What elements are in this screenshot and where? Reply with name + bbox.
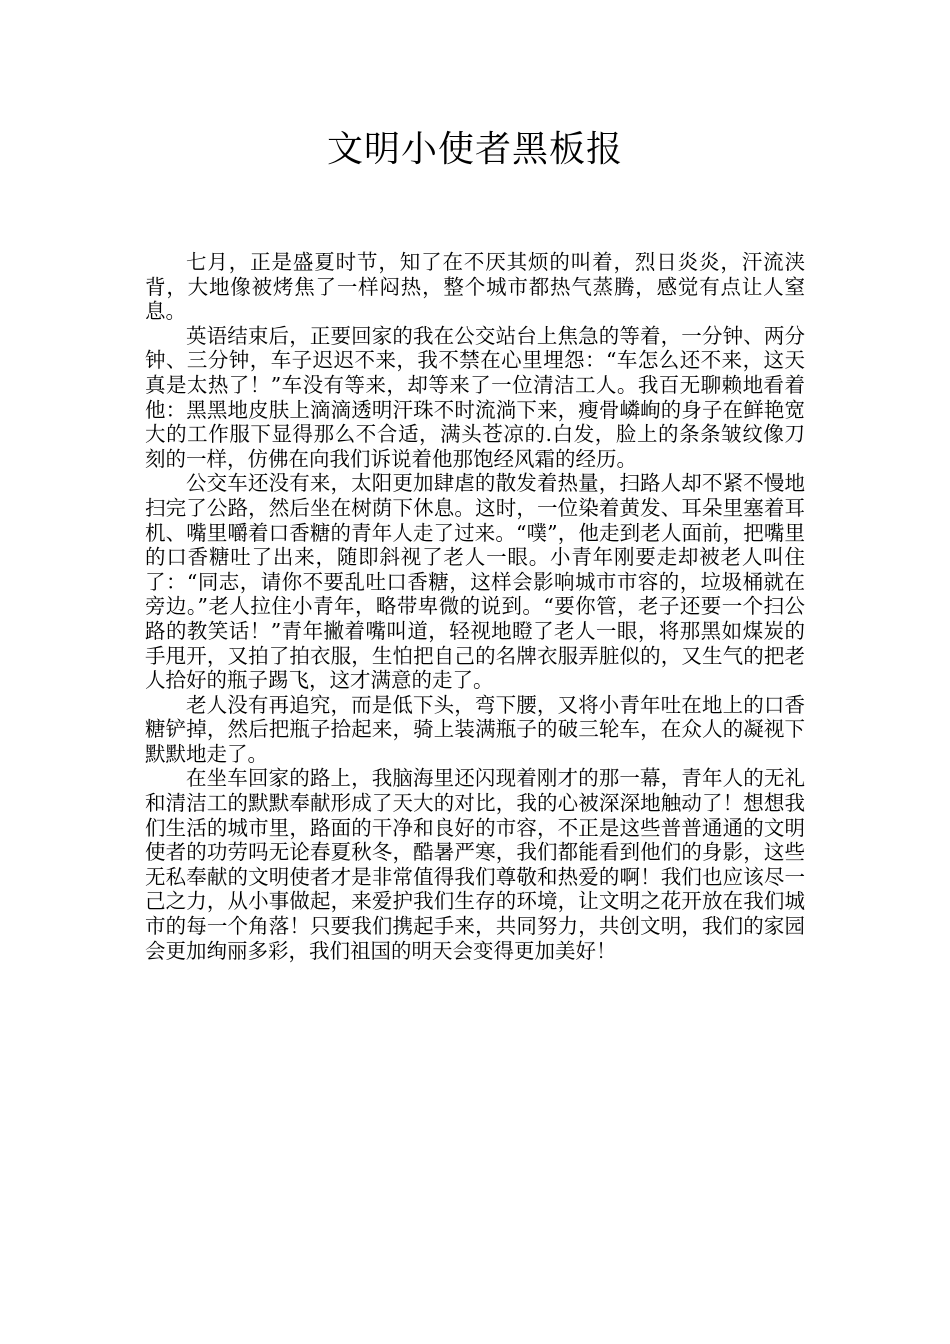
- paragraph-3: 公交车还没有来，太阳更加肆虐的散发着热量，扫路人却不紧不慢地扫完了公路，然后坐在树荫下休息。这时，一位染着黄发、耳朵里塞着耳机、嘴里嚼着口香糖的青年人走了过来。“噗”，他走到老人面前，把嘴里的口香糖吐了出来，随即斜视了老人一眼。小青年刚要走却被老人叫住了：“同志，请你不要乱吐口香糖，这样会影响城市市容的，垃圾桶就在旁边。”老人拉住小青年，略带卑微的说到。“要你管，老子还要一个扫公路的教笑话！”青年撇着嘴叫道，轻视地瞪了老人一眼，将那黑如煤炭的手甩开，又拍了拍衣服，生怕把自己的名牌衣服弄脏似的，又生气的把老人拾好的瓶子踢飞，这才满意的走了。: [145, 471, 805, 693]
- paragraph-2: 英语结束后，正要回家的我在公交站台上焦急的等着，一分钟、两分钟、三分钟，车子迟迟不来，我不禁在心里埋怨：“车怎么还不来，这天真是太热了！”车没有等来，却等来了一位清洁工人。我百无聊赖地看着他：黑黑地皮肤上滴滴透明汗珠不时流淌下来，瘦骨嶙峋的身子在鲜艳宽大的工作服下显得那么不合适，满头苍凉的.白发，脸上的条条皱纹像刀刻的一样，仿佛在向我们诉说着他那饱经风霜的经历。: [145, 323, 805, 471]
- paragraph-1: 七月，正是盛夏时节，知了在不厌其烦的叫着，烈日炎炎，汗流浃背，大地像被烤焦了一样闷热，整个城市都热气蒸腾，感觉有点让人窒息。: [145, 250, 805, 324]
- paragraph-4: 老人没有再追究，而是低下头，弯下腰，又将小青年吐在地上的口香糖铲掉，然后把瓶子拾起来，骑上装满瓶子的破三轮车，在众人的凝视下默默地走了。: [145, 692, 805, 766]
- paragraph-5: 在坐车回家的路上，我脑海里还闪现着刚才的那一幕，青年人的无礼和清洁工的默默奉献形成了天大的对比，我的心被深深地触动了！想想我们生活的城市里，路面的干净和良好的市容，不正是这些普普通通的文明使者的功劳吗无论春夏秋冬，酷暑严寒，我们都能看到他们的身影，这些无私奉献的文明使者才是非常值得我们尊敬和热爱的啊！我们也应该尽一己之力，从小事做起，来爱护我们生存的环境，让文明之花开放在我们城市的每一个角落！只要我们携起手来，共同努力，共创文明，我们的家园会更加绚丽多彩，我们祖国的明天会变得更加美好！: [145, 766, 805, 963]
- document-title: 文明小使者黑板报: [326, 129, 623, 170]
- article-body: [145, 250, 805, 963]
